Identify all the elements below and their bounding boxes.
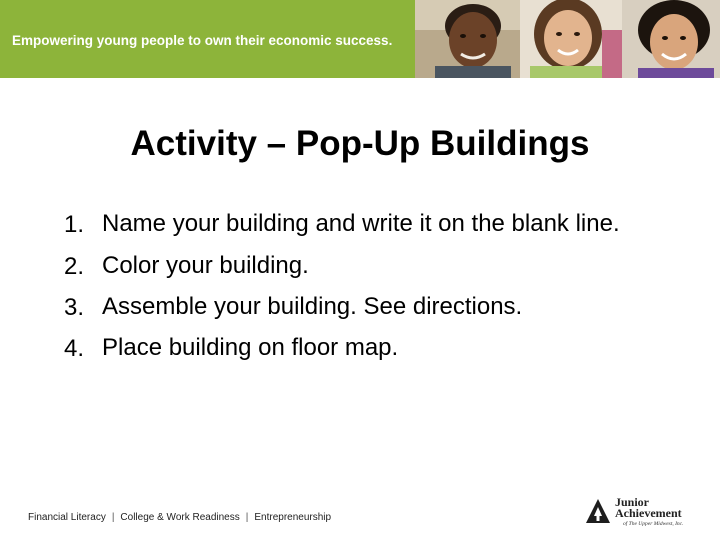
footer-separator: | [111,512,115,523]
step-text: Name your building and write it on the blank line. [102,210,620,237]
tagline: Empowering young people to own their economic success. [12,33,393,48]
child-photo-2 [520,0,622,78]
list-item [56,289,676,324]
child-photo-3 [622,0,720,78]
logo-line-1: Junior [615,495,650,509]
step-text: Assemble your building. See directions. [102,293,523,320]
step-text: Color your building. [102,252,309,279]
step-number: 2. [64,253,85,280]
step-number: 1. [64,211,85,238]
photo-strip [415,0,720,78]
steps-list [56,206,676,365]
footer-links [28,512,331,523]
logo-line-3: of The Upper Midwest, Inc. [623,521,684,527]
footer-separator: | [245,512,249,523]
footer-link-entrepreneurship: Entrepreneurship [254,512,332,523]
slide-title: Activity – Pop-Up Buildings [130,124,590,163]
step-number: 3. [64,294,85,321]
ja-triangle-icon [585,498,611,524]
footer-link-financial-literacy: Financial Literacy [28,512,106,523]
list-item [56,206,676,242]
footer-link-college-work-readiness: College & Work Readiness [120,512,240,523]
step-number: 4. [64,335,85,362]
step-text: Place building on floor map. [102,334,399,361]
logo-line-2: Achievement [615,506,682,520]
header-banner [0,0,720,78]
child-photo-1 [415,0,520,78]
junior-achievement-logo [585,496,705,532]
list-item [56,248,676,283]
list-item [56,330,676,365]
